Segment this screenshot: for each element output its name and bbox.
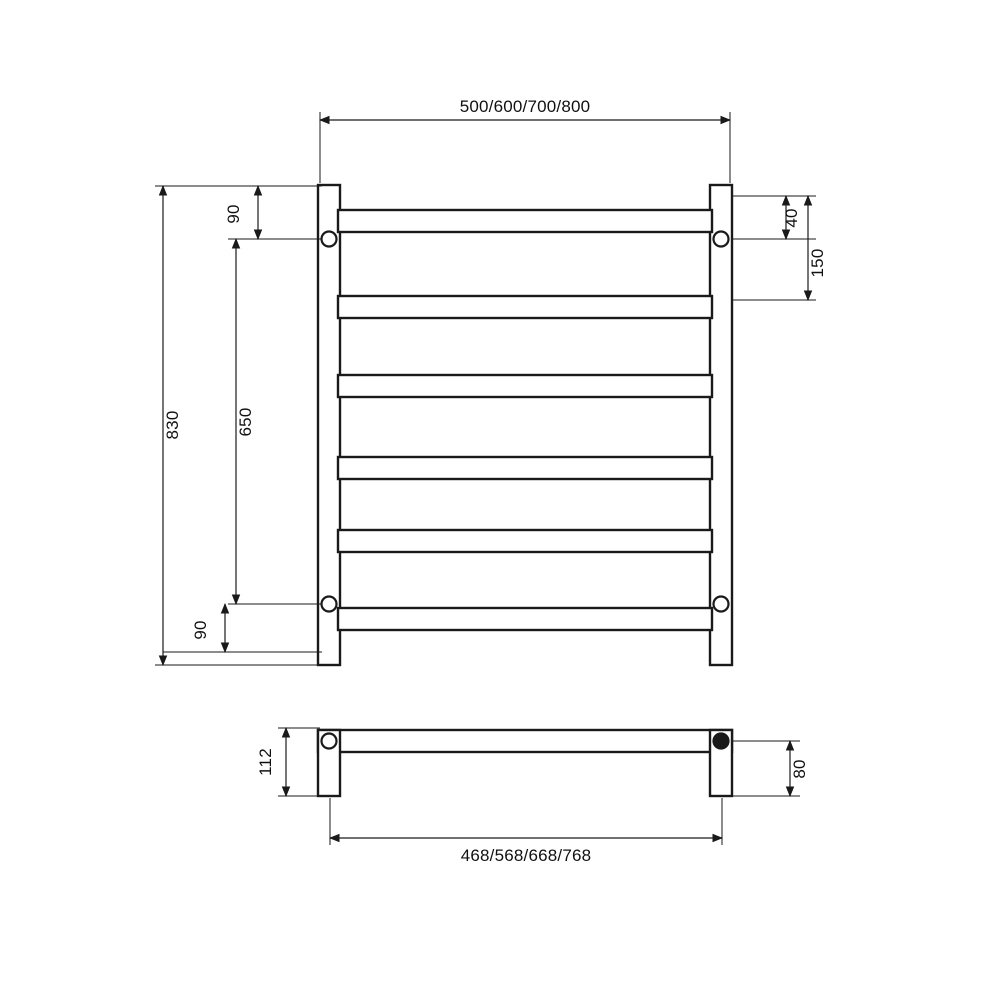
dim-label-bracket-centres: 650 [236, 407, 255, 437]
dim-label-projection: 80 [790, 759, 809, 779]
side-elevation-view [256, 728, 809, 865]
front-elevation-view [155, 97, 827, 665]
dimension-bar-spacing [808, 196, 827, 300]
dim-label-top-bar-offset: 40 [782, 208, 801, 228]
dimension-bottom-offset [163, 604, 322, 652]
dimension-bracket-centres [236, 239, 255, 604]
dimension-top-offset [224, 186, 258, 239]
dim-label-bottom-offset: 90 [191, 620, 210, 640]
mount-points [322, 232, 729, 612]
horizontal-bars [338, 210, 712, 630]
right-post [710, 185, 732, 665]
dim-label-overall-width: 500/600/700/800 [459, 97, 591, 116]
dim-label-overall-height: 830 [163, 410, 182, 440]
dim-label-side-height: 112 [256, 748, 275, 776]
dimension-top-bar-offset [782, 196, 801, 239]
dim-label-side-width: 468/568/668/768 [460, 846, 592, 865]
dim-label-bar-spacing: 150 [808, 248, 827, 278]
dimension-overall-height [163, 186, 182, 665]
dimension-side-height [256, 728, 286, 796]
dimension-projection [790, 741, 809, 796]
dimension-overall-width [320, 97, 730, 120]
left-post [318, 185, 340, 665]
dimension-side-width [330, 838, 722, 865]
dim-label-top-offset: 90 [224, 204, 243, 224]
